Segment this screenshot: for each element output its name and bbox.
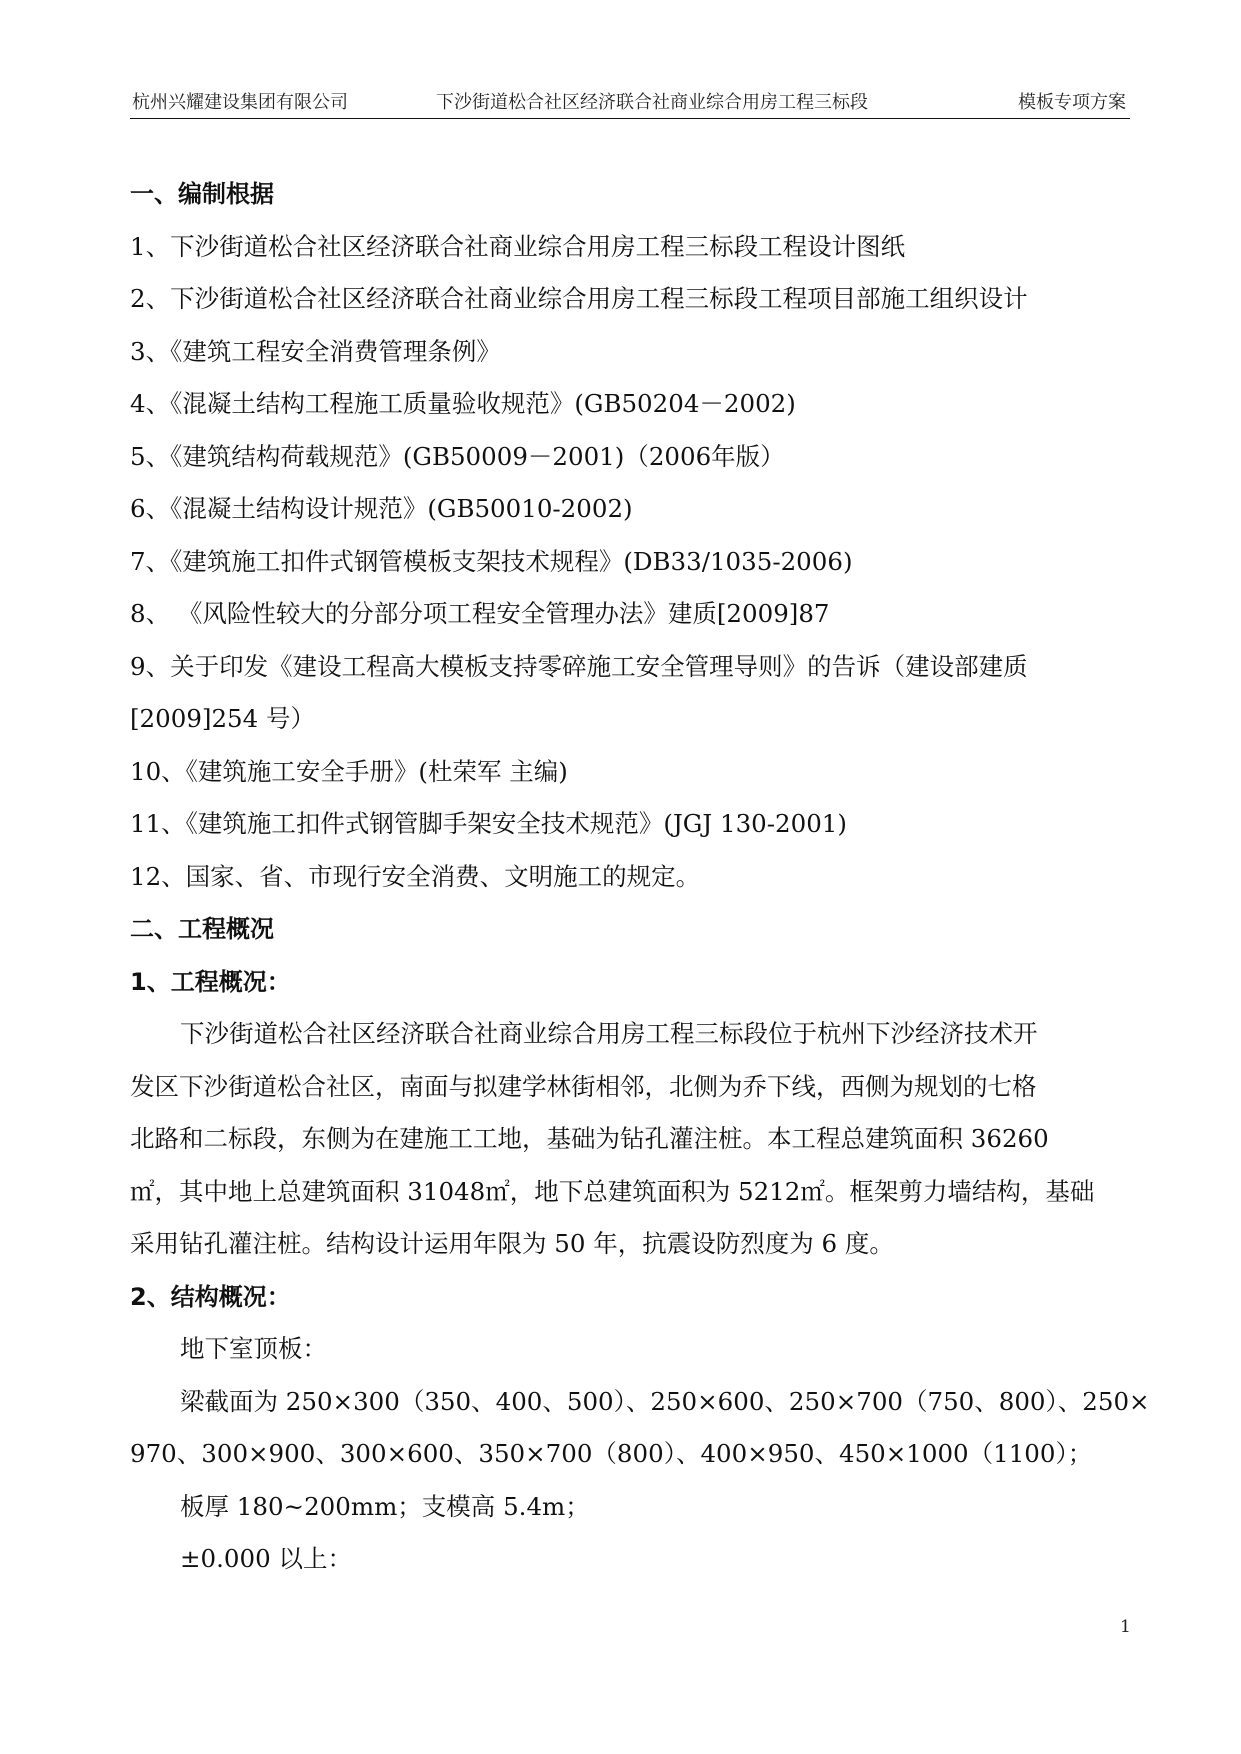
list-item: 2、下沙街道松合社区经济联合社商业综合用房工程三标段工程项目部施工组织设计 (130, 284, 1028, 313)
paragraph-line: ㎡，其中地上总建筑面积 31048㎡，地下总建筑面积为 5212㎡。框架剪力墙结构，基础 (130, 1176, 1095, 1206)
paragraph-line: 梁截面为 250×300（350、400、500）、250×600、250×700（750、800）、250× (180, 1386, 1150, 1416)
list-item: 6、《混凝土结构设计规范》(GB50010-2002) (130, 494, 633, 523)
list-item: 5、《建筑结构荷载规范》(GB50009－2001)（2006年版） (130, 441, 785, 471)
header-company: 杭州兴耀建设集团有限公司 (132, 92, 348, 113)
list-item: 1、下沙街道松合社区经济联合社商业综合用房工程三标段工程设计图纸 (130, 231, 906, 261)
paragraph-line: 板厚 180~200mm；支模高 5.4m； (180, 1491, 590, 1521)
list-item-continued: [2009]254 号） (130, 704, 316, 733)
list-item: 11、《建筑施工扣件式钢管脚手架安全技术规范》(JGJ 130-2001) (130, 809, 847, 838)
list-item: 7、《建筑施工扣件式钢管模板支架技术规程》(DB33/1035-2006) (130, 546, 853, 576)
subsection-heading-structure: 2、结构概况： (130, 1282, 291, 1311)
paragraph-line: 北路和二标段，东侧为在建施工工地，基础为钻孔灌注桩。本工程总建筑面积 36260 (130, 1124, 1049, 1153)
header-doc-title: 模板专项方案 (1018, 92, 1126, 113)
document-body (130, 168, 1150, 1586)
paragraph-line: 地下室顶板： (180, 1334, 327, 1363)
subsection-heading-project: 1、工程概况： (130, 967, 291, 996)
page-number: 1 (1120, 1617, 1131, 1637)
list-item: 4、《混凝土结构工程施工质量验收规范》(GB50204－2002) (130, 389, 796, 418)
section-heading-basis: 一、编制根据 (130, 180, 274, 208)
list-item: 10、《建筑施工安全手册》(杜荣军 主编) (130, 756, 568, 786)
paragraph-line: 发区下沙街道松合社区，南面与拟建学林街相邻，北侧为乔下线，西侧为规划的七格 (130, 1071, 1037, 1101)
list-item: 3、《建筑工程安全消费管理条例》 (130, 336, 501, 366)
page-header (130, 84, 1130, 119)
paragraph-line: 970、300×900、300×600、350×700（800）、400×950、450×1000（1100）； (130, 1439, 1093, 1468)
list-item: 9、关于印发《建设工程高大模板支持零碎施工安全管理导则》的告诉（建设部建质 (130, 651, 1028, 681)
paragraph-line: 采用钻孔灌注桩。结构设计运用年限为 50 年，抗震设防烈度为 6 度。 (130, 1229, 894, 1258)
section-heading-overview: 二、工程概况 (130, 915, 274, 943)
list-item: 12、国家、省、市现行安全消费、文明施工的规定。 (130, 861, 701, 891)
header-project: 下沙街道松合社区经济联合社商业综合用房工程三标段 (436, 92, 868, 113)
paragraph-line: 下沙街道松合社区经济联合社商业综合用房工程三标段位于杭州下沙经济技术开 (180, 1019, 1038, 1048)
list-item: 8、 《风险性较大的分部分项工程安全管理办法》建质[2009]87 (130, 599, 830, 628)
paragraph-line: ±0.000 以上： (180, 1544, 352, 1573)
